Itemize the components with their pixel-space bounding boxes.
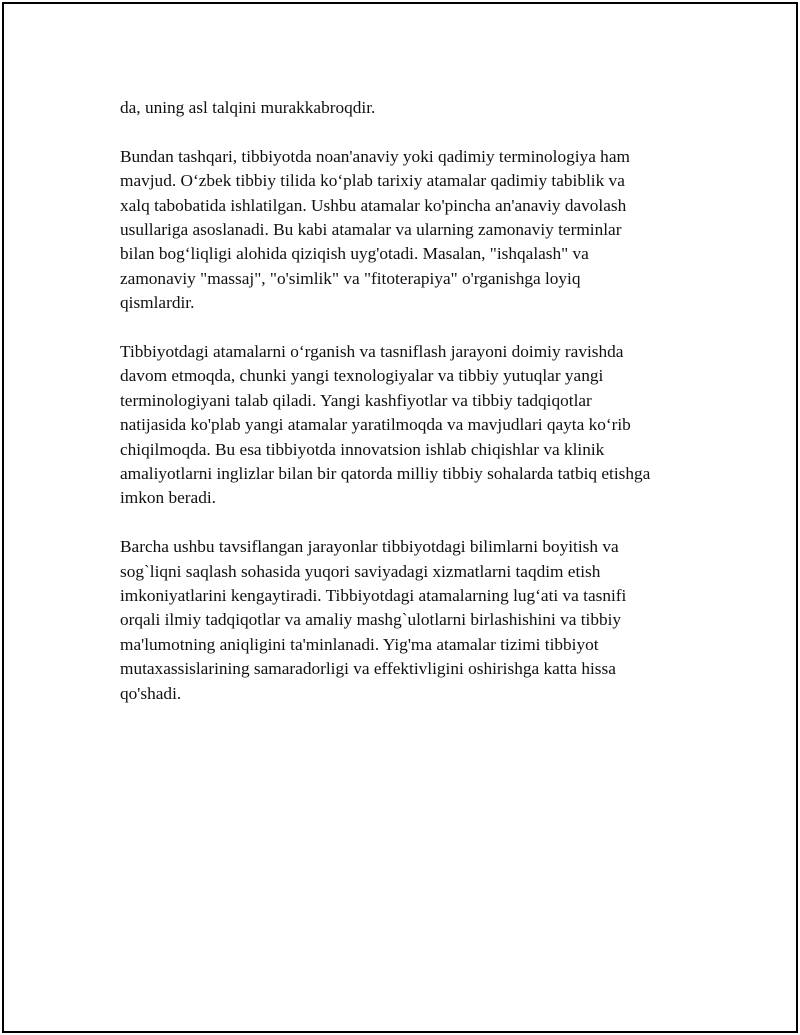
text-line: terminologiyani talab qiladi. Yangi kashfiyotlar va tibbiy tadqiqotlar [120,390,592,410]
text-line: imkoniyatlarini kengaytiradi. Tibbiyotdagi atamalarning lug‘ati va tasnifi [120,586,627,606]
text-line: qismlardir. [120,293,195,313]
text-line: Tibbiyotdagi atamalarni o‘rganish va tasniflash jarayoni doimiy ravishda [120,342,624,362]
text-line: xalq tabobatida ishlatilgan. Ushbu atamalar ko'pincha an'anaviy davolash [120,195,627,215]
text-line: davom etmoqda, chunki yangi texnologiyalar va tibbiy yutuqlar yangi [120,366,604,386]
document-body [120,96,690,731]
text-line: usullariga asoslanadi. Bu kabi atamalar va ularning zamonaviy terminlar [120,220,622,240]
text-line: Bundan tashqari, tibbiyotda noan'anaviy yoki qadimiy terminologiya ham [120,146,630,166]
text-line: zamonaviy "massaj", "o'simlik" va "fitoterapiya" o'rganishga loyiq [120,268,581,288]
paragraph-4 [120,535,690,706]
text-line: sog`liqni saqlash sohasida yuqori saviyadagi xizmatlarni taqdim etish [120,561,601,581]
text-line: orqali ilmiy tadqiqotlar va amaliy mashg`ulotlarni birlashishini va tibbiy [120,610,622,630]
text-line: ma'lumotning aniqligini ta'minlanadi. Yig'ma atamalar tizimi tibbiyot [120,634,599,654]
text-line: mutaxassislarining samaradorligi va effektivligini oshirishga katta hissa [120,659,616,679]
text-line: natijasida ko'plab yangi atamalar yaratilmoqda va mavjudlari qayta ko‘rib [120,415,631,435]
paragraph-3 [120,340,690,511]
text-line: chiqilmoqda. Bu esa tibbiyotda innovatsion ishlab chiqishlar va klinik [120,439,605,459]
text-line: qo'shadi. [120,683,182,703]
text-line: mavjud. O‘zbek tibbiy tilida ko‘plab tarixiy atamalar qadimiy tabiblik va [120,171,625,191]
paragraph-2 [120,145,690,316]
text-line: amaliyotlarni inglizlar bilan bir qatorda milliy tibbiy sohalarda tatbiq etishga [120,464,651,484]
text-line: Barcha ushbu tavsiflangan jarayonlar tibbiyotdagi bilimlarni boyitish va [120,537,619,557]
text-line: da, uning asl talqini murakkabroqdir. [120,98,376,117]
paragraph-1 [120,96,690,120]
text-line: imkon beradi. [120,488,216,508]
text-line: bilan bog‘liqligi alohida qiziqish uyg'otadi. Masalan, "ishqalash" va [120,244,589,264]
document-page [2,2,798,1033]
